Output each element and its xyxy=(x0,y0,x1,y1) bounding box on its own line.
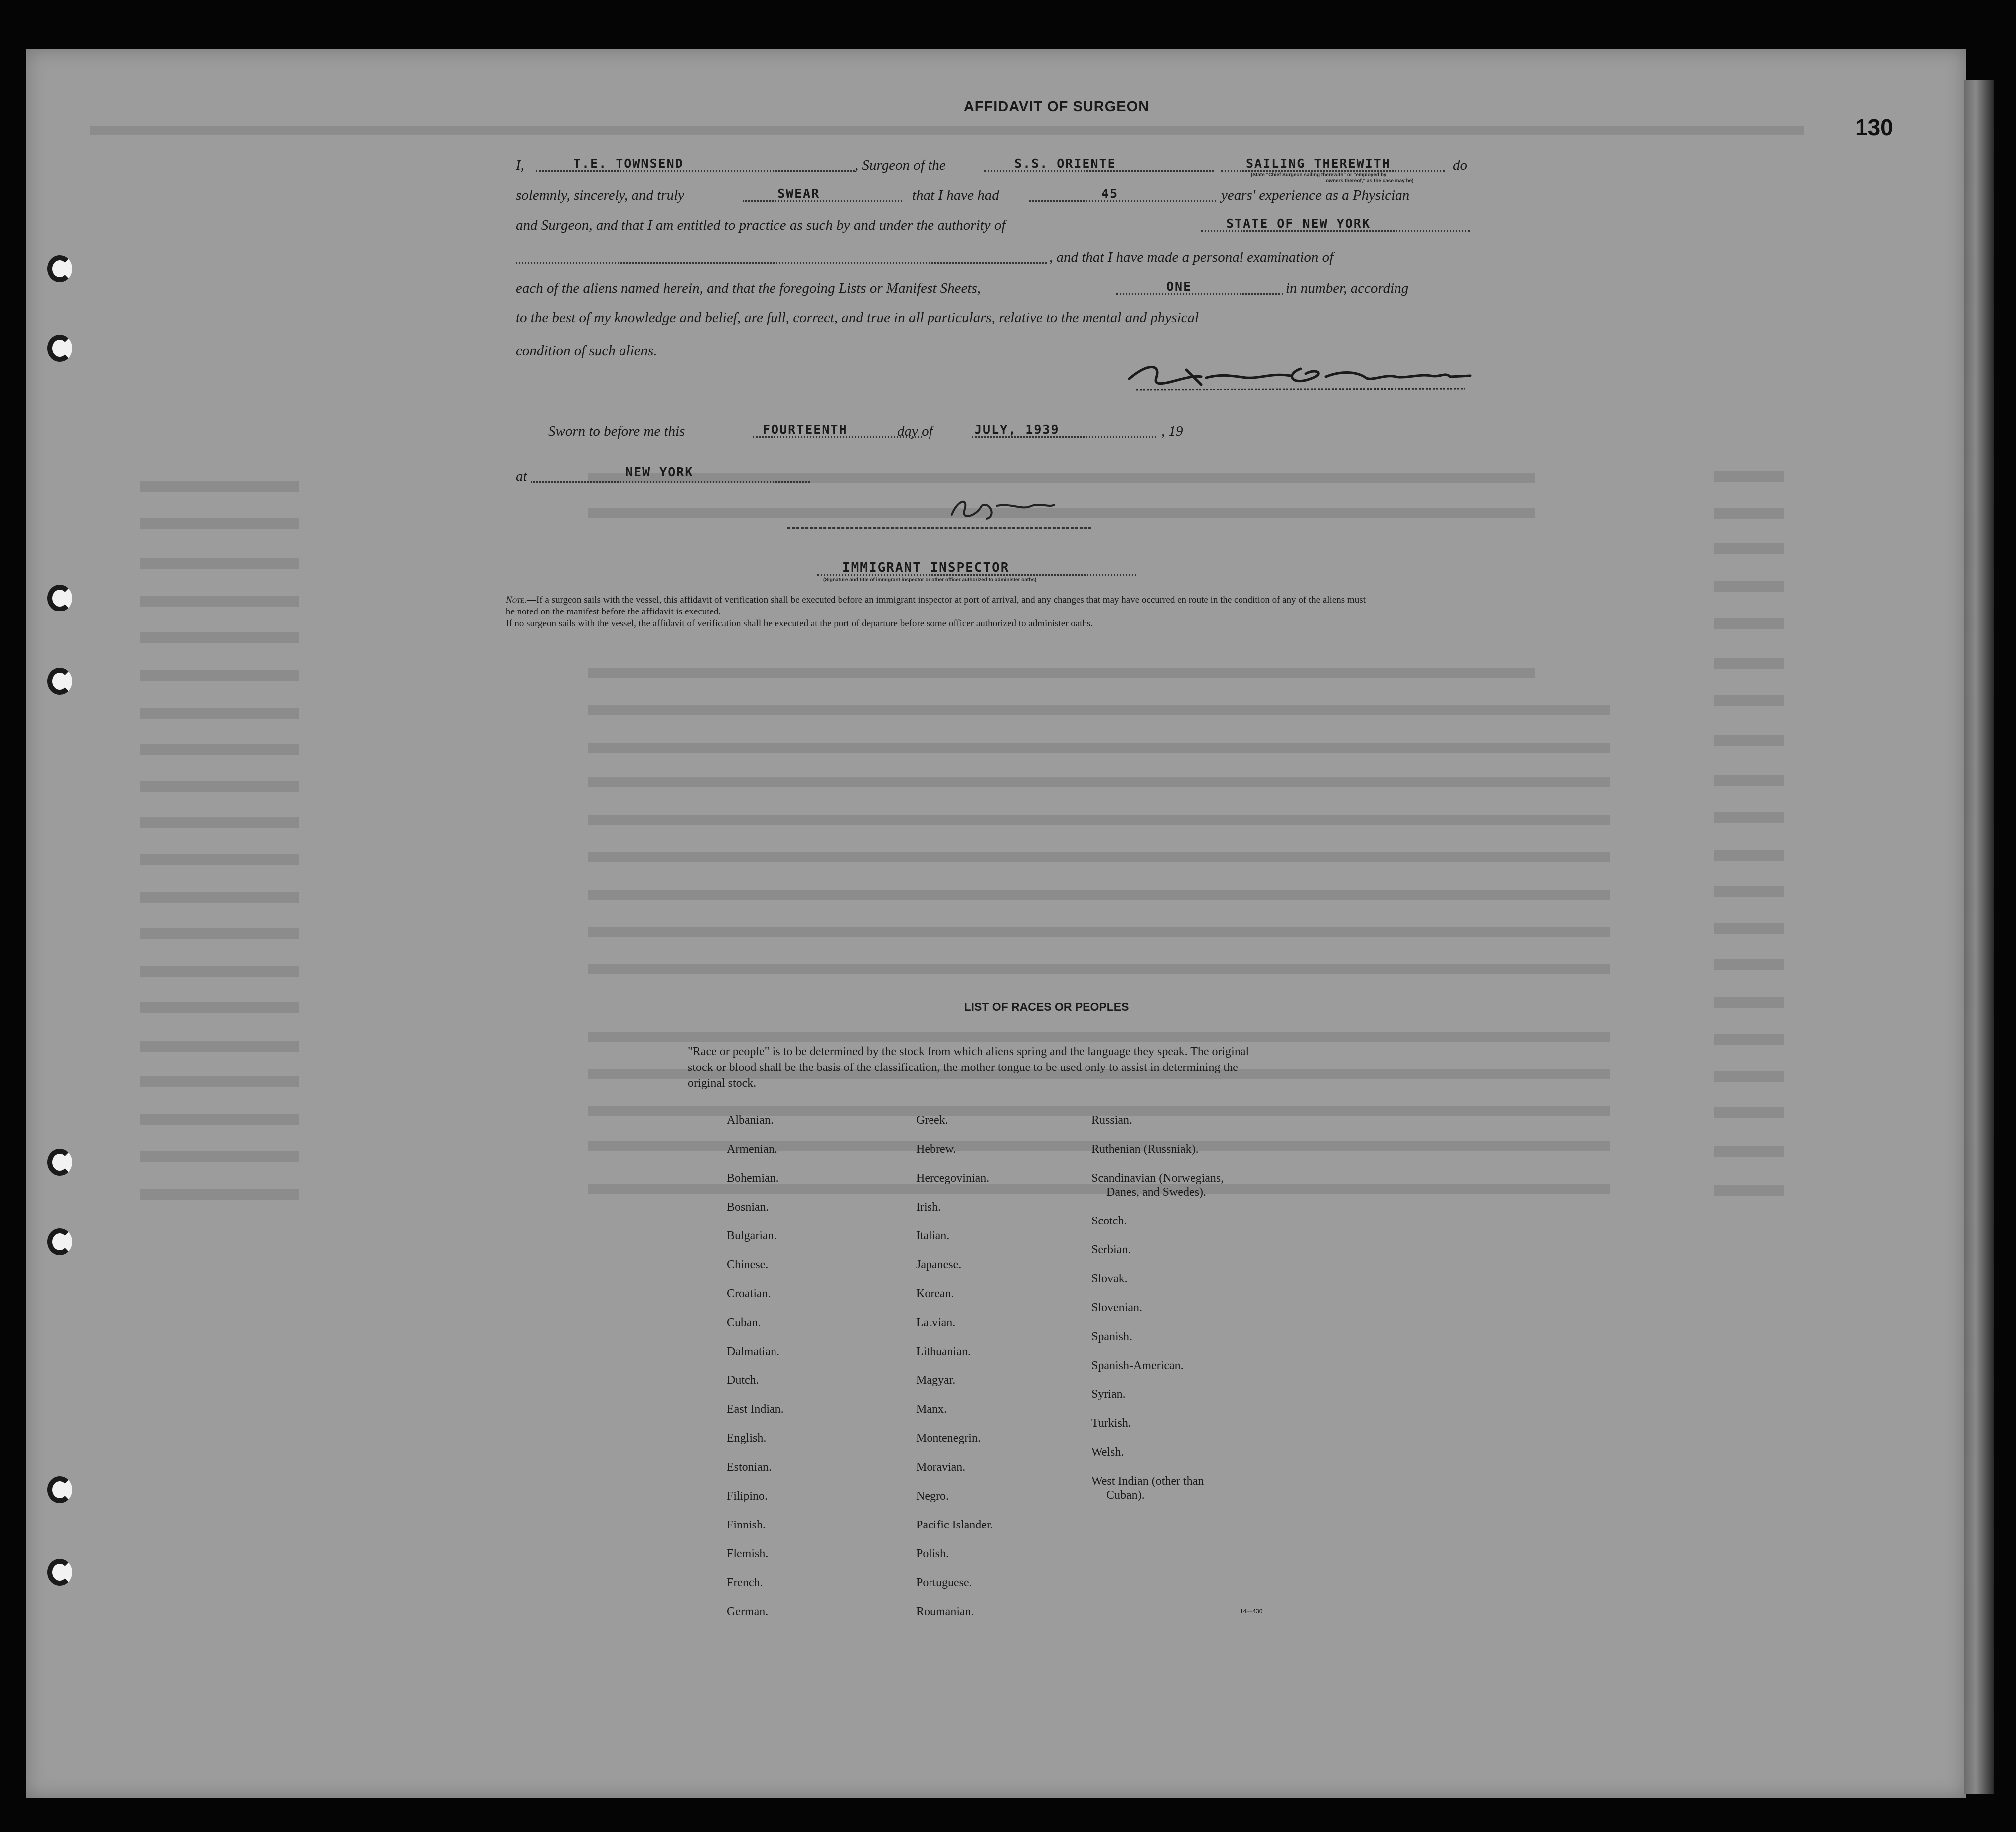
manifest-sheet-count: ONE xyxy=(1166,279,1192,294)
sworn-place: NEW YORK xyxy=(625,465,694,479)
sworn-date: JULY, 1939 xyxy=(974,422,1060,437)
surgeon-signature xyxy=(1126,359,1475,394)
capacity-caption: owners thereof," as the case may be) xyxy=(1326,178,1414,184)
race-item: West Indian (other than xyxy=(1091,1475,1204,1488)
affidavit-text: condition of such aliens. xyxy=(516,343,657,359)
races-column-1 xyxy=(727,1112,784,1632)
race-item: Lithuanian. xyxy=(916,1345,971,1358)
page-number: 130 xyxy=(1855,114,1893,140)
race-item: Irish. xyxy=(916,1201,941,1214)
race-item: German. xyxy=(727,1605,769,1618)
affidavit-text: I, xyxy=(516,157,524,173)
race-item: Latvian. xyxy=(916,1316,956,1329)
race-item: Finnish. xyxy=(727,1519,766,1531)
affidavit-text: to the best of my knowledge and belief, are full, correct, and true in all particulars, relative to the mental and physical xyxy=(516,310,1199,326)
note-paragraph: —If a surgeon sails with the vessel, this affidavit of verification shall be executed before an immigrant inspector at port of arrival, and any changes that may have occurred en route in the condition of any of the aliens must be noted on the manifest before the affidavit is executed. xyxy=(506,595,1366,617)
affidavit-note xyxy=(506,594,1368,630)
race-item: Turkish. xyxy=(1091,1417,1131,1430)
race-item: Estonian. xyxy=(727,1461,772,1474)
affidavit-text: , Surgeon of the xyxy=(855,157,946,173)
race-item: Ruthenian (Russniak). xyxy=(1091,1143,1199,1156)
race-item: Korean. xyxy=(916,1287,954,1300)
race-item: Russian. xyxy=(1091,1114,1133,1127)
surgeon-capacity: SAILING THEREWITH xyxy=(1246,156,1391,171)
race-item: Japanese. xyxy=(916,1258,962,1271)
race-item: French. xyxy=(727,1576,763,1589)
race-item: Spanish-American. xyxy=(1091,1359,1184,1372)
race-item: Scotch. xyxy=(1091,1215,1127,1227)
inspector-signature xyxy=(942,491,1062,526)
licensing-authority: STATE OF NEW YORK xyxy=(1226,216,1371,231)
fill-rule xyxy=(1116,293,1283,295)
affidavit-text: that I have had xyxy=(912,187,999,203)
races-column-3 xyxy=(1091,1112,1224,1516)
fill-rule xyxy=(516,262,1047,264)
form-number: 14—430 xyxy=(1240,1608,1263,1615)
race-item: Dalmatian. xyxy=(727,1345,779,1358)
affidavit-text: years' experience as a Physician xyxy=(1221,187,1410,203)
affidavit-text: do xyxy=(1453,157,1467,173)
affidavit-text: solemnly, sincerely, and truly xyxy=(516,187,685,203)
race-item: Flemish. xyxy=(727,1547,769,1560)
race-item: Hercegovinian. xyxy=(916,1172,990,1185)
race-item: English. xyxy=(727,1432,767,1445)
race-item: Moravian. xyxy=(916,1461,966,1474)
race-item: Syrian. xyxy=(1091,1388,1126,1401)
race-item: Scandinavian (Norwegians, xyxy=(1091,1172,1224,1185)
note-lead: Note. xyxy=(506,595,527,605)
affidavit-title: AFFIDAVIT OF SURGEON xyxy=(963,99,1150,115)
races-intro: "Race or people" is to be determined by the stock from which aliens spring and the language they speak. The original stock or blood shall be the basis of the classification, the mother tongue to be used only to assist in determining the original stock. xyxy=(688,1045,1249,1090)
race-item: Polish. xyxy=(916,1547,949,1560)
race-item: Armenian. xyxy=(727,1143,777,1156)
affidavit-text: Sworn to before me this xyxy=(548,423,685,439)
race-item: Slovak. xyxy=(1091,1272,1128,1285)
fill-rule xyxy=(531,481,810,483)
affidavit-text: , and that I have made a personal examination of xyxy=(1049,249,1334,265)
race-item: Cuban. xyxy=(727,1316,761,1329)
race-item: Pacific Islander. xyxy=(916,1519,993,1531)
race-item: Serbian. xyxy=(1091,1243,1131,1256)
fill-rule xyxy=(1029,200,1216,202)
affidavit-text: at xyxy=(516,468,527,484)
race-item: Italian. xyxy=(916,1229,950,1242)
race-item: Cuban). xyxy=(1106,1489,1145,1502)
race-item: Dutch. xyxy=(727,1374,759,1387)
race-item: Chinese. xyxy=(727,1258,769,1271)
race-item: Danes, and Swedes). xyxy=(1106,1186,1206,1199)
inspector-title: IMMIGRANT INSPECTOR xyxy=(842,560,1010,575)
race-item: East Indian. xyxy=(727,1403,784,1416)
race-item: Bosnian. xyxy=(727,1201,769,1214)
race-item: Negro. xyxy=(916,1490,949,1503)
race-item: Manx. xyxy=(916,1403,947,1416)
surgeon-name: T.E. TOWNSEND xyxy=(573,156,684,171)
affidavit-text: , 19 xyxy=(1161,423,1183,439)
race-item: Welsh. xyxy=(1091,1446,1124,1459)
years-experience: 45 xyxy=(1101,186,1119,201)
race-item: Slovenian. xyxy=(1091,1301,1142,1314)
race-item: Montenegrin. xyxy=(916,1432,981,1445)
capacity-caption: (State "Chief Surgeon sailing therewith" or "employed by xyxy=(1251,172,1387,178)
race-item: Magyar. xyxy=(916,1374,956,1387)
affidavit-text: day of xyxy=(897,423,933,439)
race-item: Bulgarian. xyxy=(727,1229,777,1242)
race-item: Albanian. xyxy=(727,1114,774,1127)
race-item: Filipino. xyxy=(727,1490,768,1503)
race-item: Hebrew. xyxy=(916,1143,956,1156)
races-column-2 xyxy=(916,1112,993,1632)
fill-rule xyxy=(787,527,1091,529)
affidavit-text: each of the aliens named herein, and that the foregoing Lists or Manifest Sheets, xyxy=(516,280,981,296)
race-item: Bohemian. xyxy=(727,1172,779,1185)
ship-name: S.S. ORIENTE xyxy=(1014,156,1116,171)
race-item: Croatian. xyxy=(727,1287,771,1300)
affidavit-text: and Surgeon, and that I am entitled to practice as such by and under the authority of xyxy=(516,217,1006,233)
races-list-title: LIST OF RACES OR PEOPLES xyxy=(964,1000,1129,1013)
affidavit-text: in number, according xyxy=(1286,280,1409,296)
note-paragraph: If no surgeon sails with the vessel, the affidavit of verification shall be executed at the port of departure before some officer authorized to administer oaths. xyxy=(506,618,1093,629)
race-item: Portuguese. xyxy=(916,1576,972,1589)
race-item: Greek. xyxy=(916,1114,948,1127)
race-item: Spanish. xyxy=(1091,1330,1133,1343)
race-item: Roumanian. xyxy=(916,1605,974,1618)
inspector-caption: (Signature and title of immigrant inspector or other officer authorized to administer oaths) xyxy=(823,577,1037,583)
fill-rule xyxy=(817,574,1136,576)
fill-rule xyxy=(743,200,902,202)
sworn-day: FOURTEENTH xyxy=(763,422,848,437)
oath-word: SWEAR xyxy=(777,186,820,201)
